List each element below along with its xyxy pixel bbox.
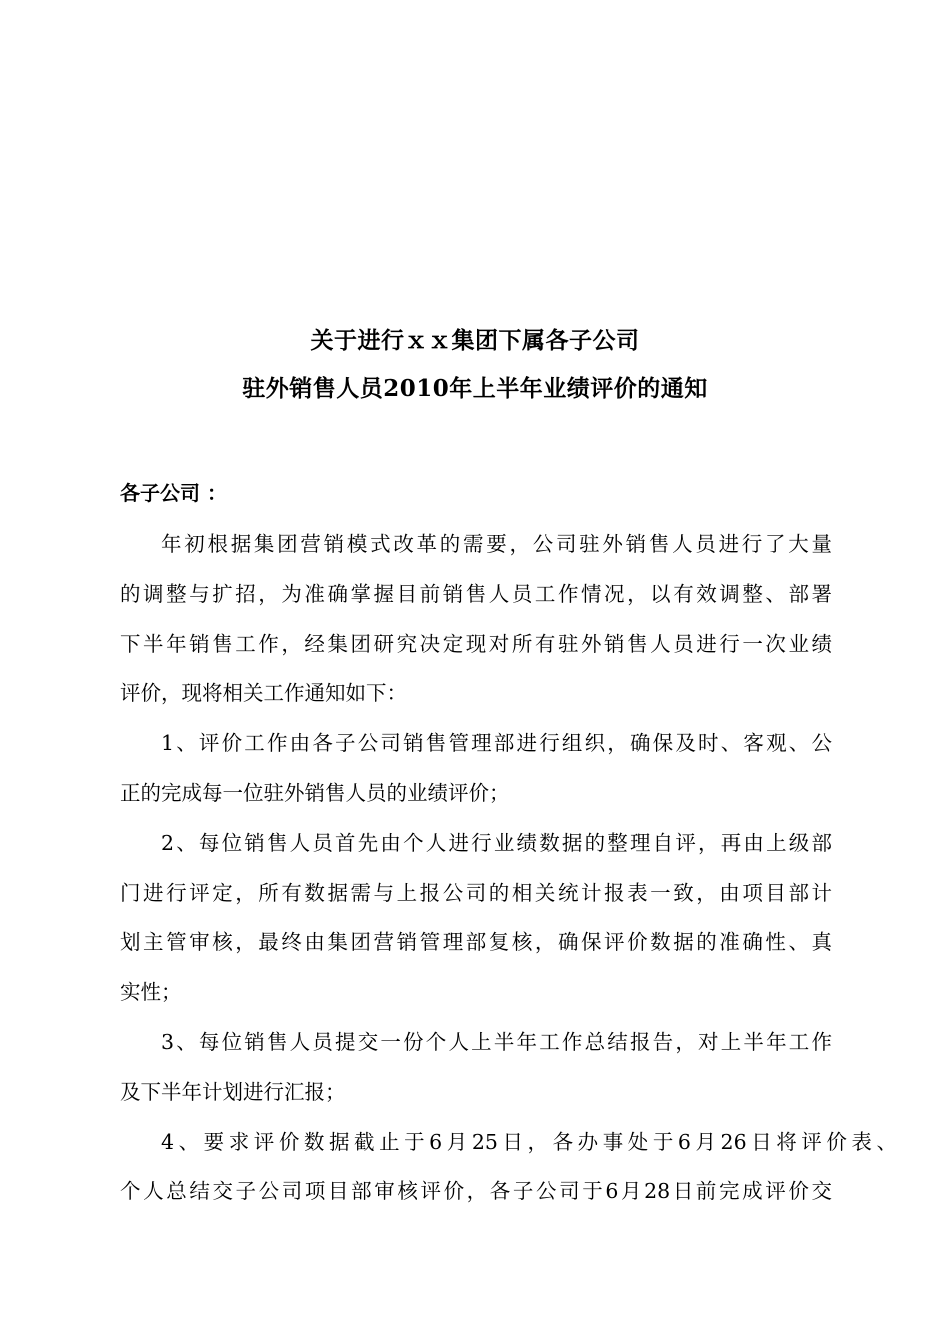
salutation: 各子公司 ： <box>120 481 227 505</box>
list-item-1-line: 正的完成每一位驻外销售人员的业绩评价； <box>120 780 510 805</box>
document-body <box>120 520 897 1217</box>
document-title-line-2: 驻外销售人员2010年上半年业绩评价的通知 <box>242 375 708 402</box>
list-item-2-line: 2、每位销售人员首先由个人进行业绩数据的整理自评，再由上级部 <box>161 830 832 855</box>
body-line: 下半年销售工作，经集团研究决定现对所有驻外销售人员进行一次业绩 <box>120 631 832 656</box>
document-title-line-1: 关于进行ｘｘ集团下属各子公司 <box>310 327 640 354</box>
list-item-2-line: 实性； <box>120 980 182 1005</box>
list-item-4-line: 个人总结交子公司项目部审核评价，各子公司于6月28日前完成评价交 <box>120 1179 832 1204</box>
list-item-1-line: 1、评价工作由各子公司销售管理部进行组织，确保及时、客观、公 <box>161 731 832 756</box>
list-item-2-line: 门进行评定，所有数据需与上报公司的相关统计报表一致，由项目部计 <box>120 880 832 905</box>
body-line: 评价，现将相关工作通知如下： <box>120 681 407 706</box>
body-line: 年初根据集团营销模式改革的需要，公司驻外销售人员进行了大量 <box>161 532 832 556</box>
list-item-3-line: 及下半年计划进行汇报； <box>120 1079 346 1104</box>
body-line: 的调整与扩招，为准确掌握目前销售人员工作情况，以有效调整、部署 <box>120 581 832 606</box>
list-item-4-line: 4、要求评价数据截止于6月25日，各办事处于6月26日将评价表、 <box>161 1129 897 1154</box>
list-item-3-line: 3、每位销售人员提交一份个人上半年工作总结报告，对上半年工作 <box>161 1029 832 1054</box>
list-item-2-line: 划主管审核，最终由集团营销管理部复核，确保评价数据的准确性、真 <box>120 930 832 955</box>
